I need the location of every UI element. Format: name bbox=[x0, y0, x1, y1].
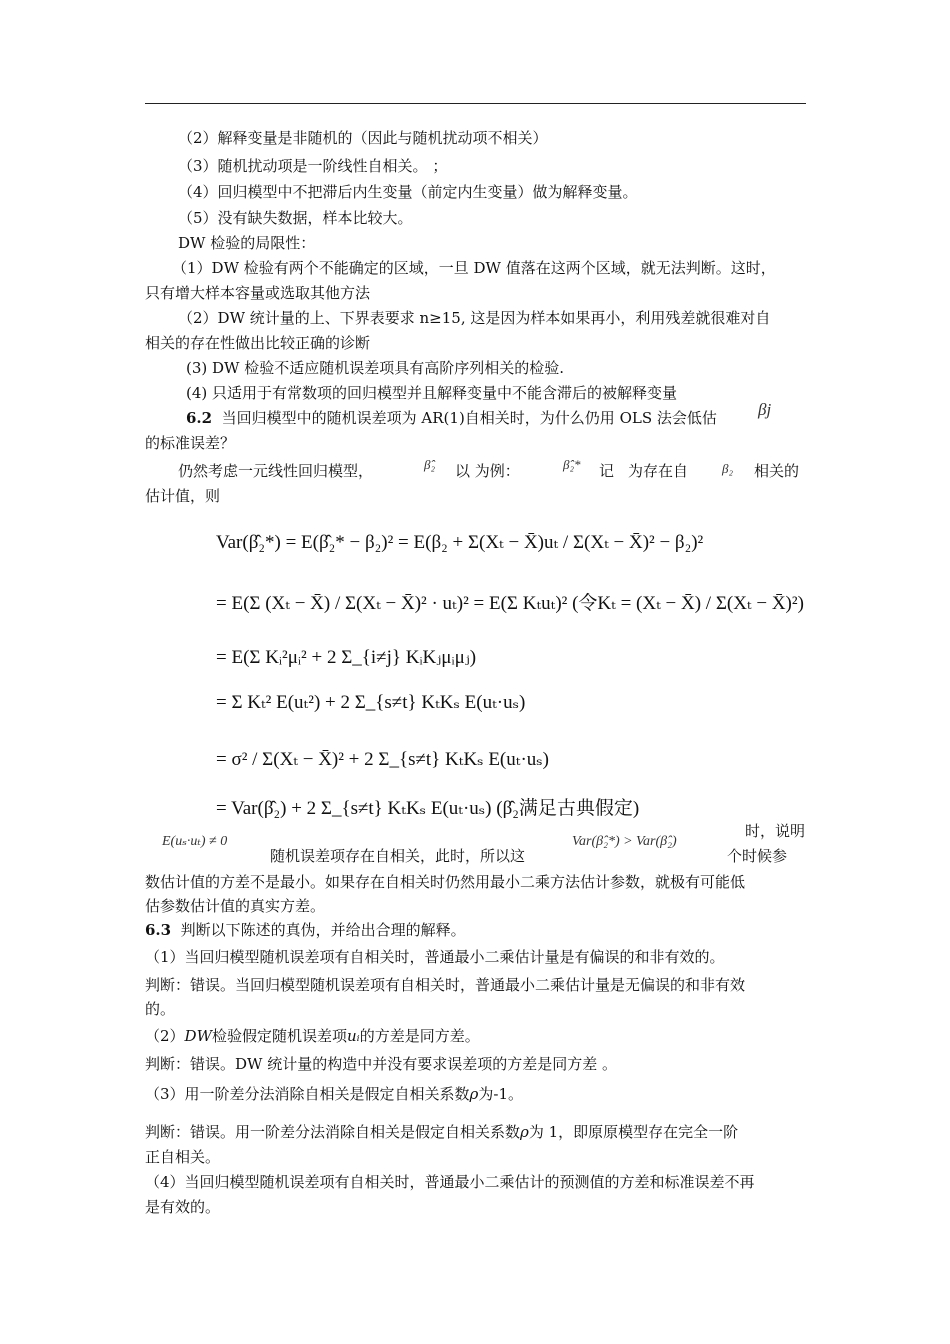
item-2: （2）DW检验假定随机误差项uᵢ的方差是同方差。 bbox=[145, 1027, 480, 1045]
item-4a: （4）当回归模型随机误差项有自相关时，普通最小二乘估计的预测值的方差和标准误差不再 bbox=[145, 1173, 755, 1191]
derivation-line-4: = Σ Kₜ² E(uₜ²) + 2 Σ_{s≠t} KₜKₛ E(uₜ·uₛ) bbox=[216, 692, 526, 713]
assumption-2: （2）解释变量是非随机的（因此与随机扰动项不相关） bbox=[178, 129, 548, 147]
answer-intro-d: 为存在自 bbox=[628, 462, 689, 480]
question-text: 当回归模型中的随机误差项为 AR(1)自相关时，为什么仍用 OLS 法会低估 bbox=[221, 409, 717, 427]
assumption-5: （5）没有缺失数据，样本比较大。 bbox=[178, 209, 413, 227]
condition-formula: E(uₛ·uₜ) ≠ 0 bbox=[162, 834, 228, 849]
beta2-hat-star-symbol: β̂₂* bbox=[563, 457, 581, 472]
dw-limit-1a: （1）DW 检验有两个不能确定的区域，一旦 DW 值落在这两个区域，就无法判断。这时， bbox=[172, 259, 776, 277]
derivation-line-3: = E(Σ Kᵢ²μᵢ² + 2 Σ_{i≠j} KᵢKⱼμᵢμⱼ) bbox=[216, 647, 477, 668]
rho-symbol: ρ bbox=[520, 1123, 529, 1141]
question-6-2 bbox=[186, 408, 717, 428]
derivation-line-6: = Var(β̂₂) + 2 Σ_{s≠t} KₜKₛ E(uₜ·uₛ) (β̂₂满足古典假定) bbox=[216, 798, 640, 819]
question-title: 判断以下陈述的真伪，并给出合理的解释。 bbox=[180, 921, 466, 939]
assumption-3: （3）随机扰动项是一阶线性自相关。 ； bbox=[178, 157, 448, 175]
dw-limit-1b: 只有增大样本容量或选取其他方法 bbox=[145, 284, 371, 302]
question-6-2-cont: 的标准误差？ bbox=[145, 434, 236, 452]
header-rule bbox=[145, 103, 806, 104]
answer-intro-e: 相关的 bbox=[754, 462, 800, 480]
beta2-hat-symbol: β̂₂ bbox=[424, 457, 435, 472]
dw-limit-4: (4) 只适用于有常数项的回归模型并且解释变量中不能含滞后的被解释变量 bbox=[186, 384, 678, 402]
answer-3b: 正自相关。 bbox=[145, 1148, 221, 1166]
beta2-symbol: β₂ bbox=[722, 461, 733, 476]
answer-1a: 判断：错误。当回归模型随机误差项有自相关时，普通最小二乘估计量是无偏误的和非有效 bbox=[145, 976, 746, 994]
dw-limit-3: (3) DW 检验不适应随机误差项具有高阶序列相关的检验. bbox=[186, 359, 564, 377]
variance-inequality: Var(β̂₂*) > Var(β̂₂) bbox=[572, 834, 677, 849]
derivation-line-5: = σ² / Σ(Xₜ − X̄)² + 2 Σ_{s≠t} KₜKₛ E(uₜ·uₛ) bbox=[216, 749, 550, 770]
conclusion-c: 个时候参 bbox=[727, 847, 788, 865]
answer-2: 判断：错误。DW 统计量的构造中并没有要求误差项的方差是同方差 。 bbox=[145, 1055, 617, 1073]
rho-symbol: ρ bbox=[469, 1085, 479, 1103]
answer-intro-b: 以 为例： bbox=[455, 462, 520, 480]
item-3: （3）用一阶差分法消除自相关是假定自相关系数ρ为-1。 bbox=[145, 1085, 523, 1103]
dw-limit-2a: （2）DW 统计量的上、下界表要求 n≥15, 这是因为样本如果再小，利用残差就很难对自 bbox=[178, 309, 771, 327]
question-6-3 bbox=[145, 920, 466, 940]
derivation-line-1: Var(β̂₂*) = E(β̂₂* − β₂)² = E(β₂ + Σ(Xₜ − X̄)uₜ / Σ(Xₜ − X̄)² − β₂)² bbox=[216, 532, 704, 553]
item-4b: 是有效的。 bbox=[145, 1198, 221, 1216]
item-1: （1）当回归模型随机误差项有自相关时，普通最小二乘估计量是有偏误的和非有效的。 bbox=[145, 948, 725, 966]
dw-limit-2b: 相关的存在性做出比较正确的诊断 bbox=[145, 334, 371, 352]
question-number: 6.2 bbox=[186, 409, 213, 427]
answer-intro-a: 仍然考虑一元线性回归模型， bbox=[178, 462, 374, 480]
answer-1b: 的。 bbox=[145, 1000, 176, 1018]
derivation-line-2: = E(Σ (Xₜ − X̄) / Σ(Xₜ − X̄)² · uₜ)² = E(Σ Kₜuₜ)² (令Kₜ = (Xₜ − X̄) / Σ(Xₜ − X̄)²) bbox=[216, 593, 804, 614]
answer-intro-f: 估计值，则 bbox=[145, 487, 221, 505]
answer-3a: 判断：错误。用一阶差分法消除自相关是假定自相关系数ρ为 1，即原原模型存在完全一阶 bbox=[145, 1123, 739, 1141]
beta-j-symbol: βj bbox=[758, 400, 772, 419]
dw-limit-title: DW 检验的局限性： bbox=[178, 234, 316, 252]
assumption-4: （4）回归模型中不把滞后内生变量（前定内生变量）做为解释变量。 bbox=[178, 183, 638, 201]
question-number: 6.3 bbox=[145, 921, 172, 939]
conclusion-a: 随机误差项存在自相关，此时，所以这 bbox=[270, 847, 526, 865]
conclusion-b: 时，说明 bbox=[745, 822, 806, 840]
conclusion-line-3: 估参数估计值的真实方差。 bbox=[145, 897, 326, 915]
answer-intro-c: 记 bbox=[599, 462, 615, 480]
conclusion-line-2: 数估计值的方差不是最小。如果存在自相关时仍然用最小二乘方法估计参数，就极有可能低 bbox=[145, 873, 746, 891]
